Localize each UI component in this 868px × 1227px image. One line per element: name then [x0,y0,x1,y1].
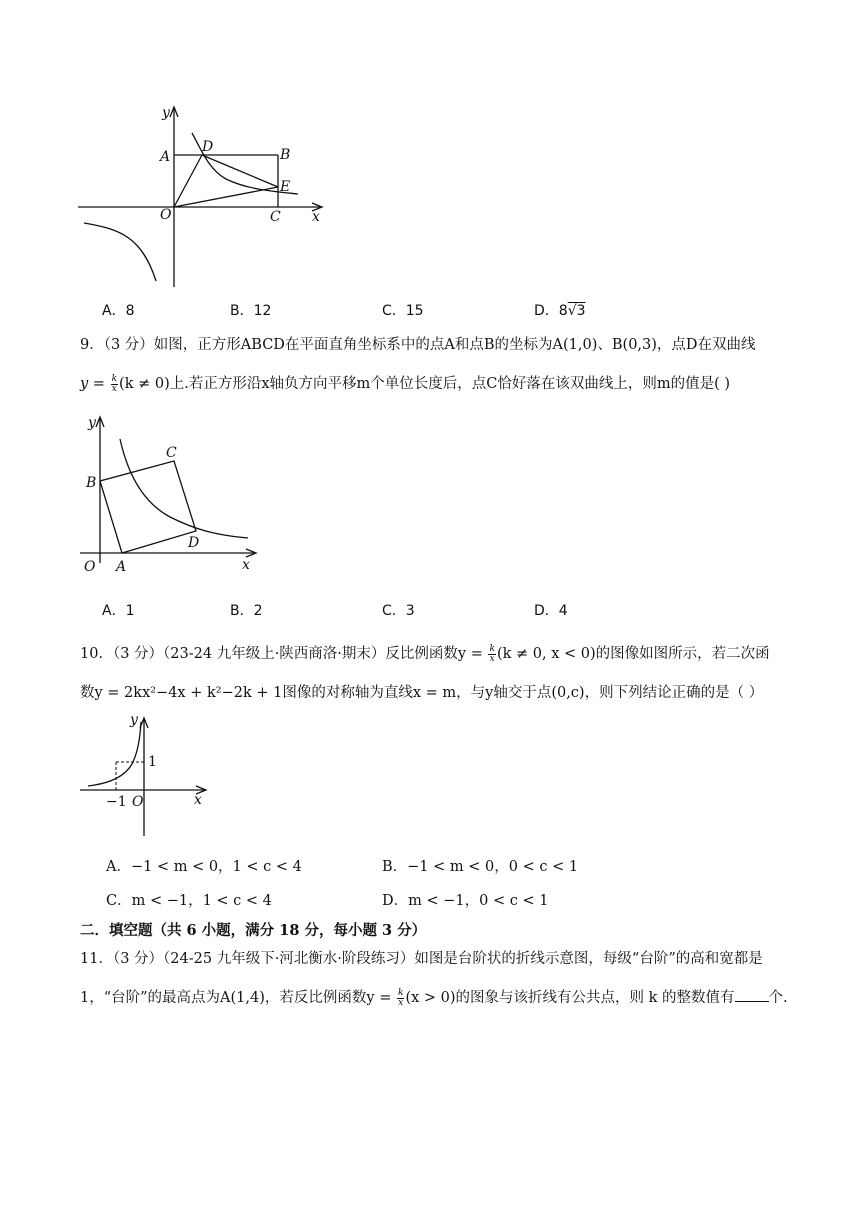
q9-option-b[interactable]: B．2 [230,603,263,619]
q9-square [100,461,196,553]
q10-frac-den: x [489,653,495,664]
q9-line-1: 9．（3 分）如图，正方形ABCD在平面直角坐标系中的点A和点B的坐标为A(1,0)、B(0,3)，点D在双曲线 [80,337,756,353]
q8-hyperbola-branch-3 [84,223,156,281]
q8-label-D: D [202,139,214,155]
q10-option-a[interactable]: A．−1 < m < 0，1 < c < 4 [106,859,302,875]
q10-line-1 [80,642,770,664]
q9-hyperbola [120,439,248,538]
q8-option-d-label: D．8 [534,303,568,319]
q8-label-x: x [312,209,320,225]
q10-fraction [488,645,495,664]
q11-frac-num: k [397,987,404,998]
q11-line-2-pre: 1，“台阶”的最高点为A(1,4)，若反比例函数y = [80,990,396,1006]
q8-label-O: O [160,207,172,223]
q8-option-d[interactable] [534,300,586,320]
q8-option-b[interactable]: B．12 [230,303,272,319]
q11-line-2 [80,986,788,1008]
q8-option-a[interactable]: A．8 [102,303,135,319]
q9-option-c[interactable]: C．3 [382,603,415,619]
q9-frac-den: x [111,383,117,394]
q9-option-a[interactable]: A．1 [102,603,135,619]
q10-line-2: 数y = 2kx²−4x + k²−2k + 1图像的对称轴为直线x = m，与y轴交于点(0,c)，则下列结论正确的是（ ） [80,685,764,701]
q9-line-2-text: (k ≠ 0)上.若正方形沿x轴负方向平移m个单位长度后，点C恰好落在该双曲线上，则m的值是( ) [119,376,731,392]
q10-hyperbola [88,722,141,786]
q11-line-1: 11．（3 分）（24-25 九年级下·河北衡水·阶段练习）如图是台阶状的折线示意图，每级“台阶”的高和宽都是 [80,951,763,967]
q8-label-A: A [160,149,171,165]
q9-label-y: y [88,415,96,431]
q9-frac-num: k [111,373,118,384]
q10-option-d[interactable]: D．m < −1，0 < c < 1 [382,893,549,909]
q8-figure [70,95,340,295]
q9-figure [78,405,268,580]
q8-label-C: C [270,209,281,225]
q10-label-x: x [194,792,202,808]
q10-label-neg1: −1 [106,794,127,810]
q9-label-A: A [116,559,127,575]
q10-frac-num: k [489,643,495,654]
q9-label-D: D [188,535,200,551]
q11-answer-blank[interactable] [735,989,769,1002]
q8-label-E: E [280,179,291,195]
q10-figure [76,708,216,840]
q8-label-B: B [280,147,291,163]
q11-frac-den: x [398,997,404,1008]
q8-label-y: y [162,105,170,121]
q9-label-B: B [86,475,97,491]
q9-label-C: C [166,445,177,461]
q10-option-b[interactable]: B．−1 < m < 0，0 < c < 1 [382,859,579,875]
q11-line-2-mid: (x > 0)的图象与该折线有公共点，则 k 的整数值有 [405,990,735,1006]
q9-label-x: x [242,557,250,573]
q9-line-2 [80,372,730,394]
q9-equation-lhs: y = [80,376,110,392]
q10-label-1: 1 [148,754,157,770]
q10-label-O: O [132,794,144,810]
q8-option-c[interactable]: C．15 [382,303,424,319]
q10-option-c[interactable]: C．m < −1，1 < c < 4 [106,893,272,909]
q10-label-y: y [130,712,138,728]
q10-line-1-pre: 10．（3 分）（23-24 九年级上·陕西商洛·期末）反比例函数y = [80,646,488,662]
q8-option-d-radical: √3 [567,303,586,319]
q11-line-2-post: 个. [768,990,788,1006]
section-2-heading: 二．填空题（共 6 小题，满分 18 分，每小题 3 分） [80,922,427,939]
q9-option-d[interactable]: D．4 [534,603,568,619]
q10-line-1-post: (k ≠ 0, x < 0)的图像如图所示，若二次函 [496,646,770,662]
q9-label-O: O [84,559,96,575]
q11-fraction [397,989,404,1008]
q9-fraction [111,375,118,394]
